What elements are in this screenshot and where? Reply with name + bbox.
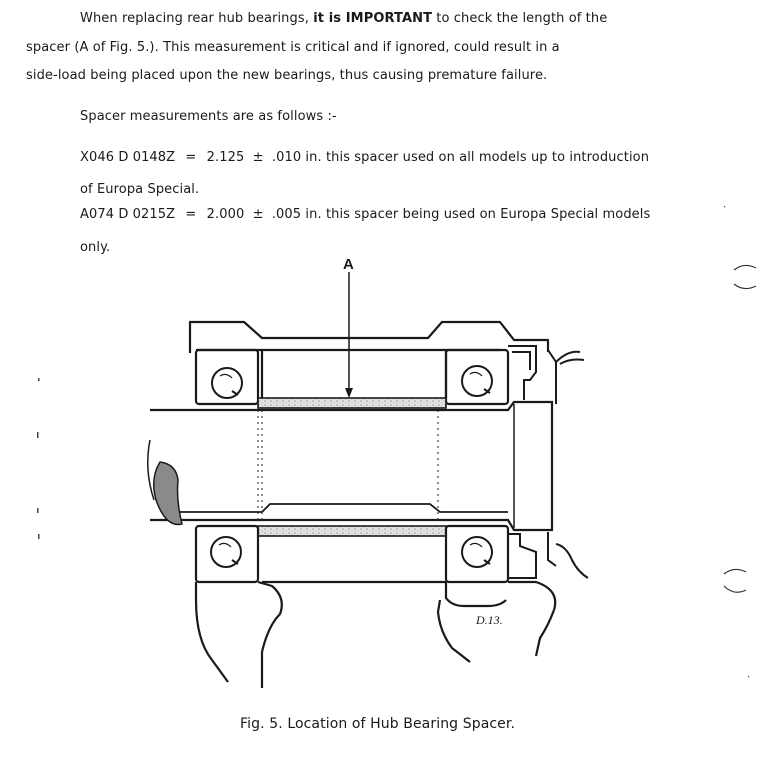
measurements-heading: Spacer measurements are as follows :- <box>80 109 337 124</box>
hub-housing-lower <box>196 582 555 688</box>
spacer-1-eq: = <box>185 150 197 165</box>
spacer-2-pm: ± <box>252 207 264 222</box>
drawing-reference: D.13. <box>476 613 503 627</box>
margin-specks <box>37 206 749 677</box>
oil-seal-upper <box>508 346 584 404</box>
callout-arrowhead <box>345 388 353 398</box>
spacer-1-pm: ± <box>252 150 264 165</box>
spacer-2-continuation: only. <box>80 240 111 255</box>
spacer-2-tolerance: .005 in. <box>271 207 322 222</box>
spacer-2-nominal: 2.000 <box>206 207 245 222</box>
bearing-upper-left <box>196 350 258 404</box>
axle-shaft <box>150 402 552 530</box>
intro-line-1a: When replacing rear hub bearings, <box>80 11 314 26</box>
callout-label-a: A <box>343 256 354 273</box>
important-emphasis: it is IMPORTANT <box>313 11 433 26</box>
bearing-upper-right <box>446 350 508 404</box>
spacer-1-text: this spacer used on all models up to introduction <box>325 150 650 165</box>
spacer-2-eq: = <box>185 207 197 222</box>
shaft-break-section <box>154 462 182 525</box>
intro-line-2: spacer (A of Fig. 5.). This measurement is critical and if ignored, could result in a <box>26 40 560 55</box>
hub-housing-upper <box>190 322 548 398</box>
bearing-lower-left <box>196 526 258 582</box>
figure-caption: Fig. 5. Location of Hub Bearing Spacer. <box>240 716 515 732</box>
spacer-2-text: this spacer being used on Europa Special models <box>325 207 651 222</box>
intro-line-1c: to check the length of the <box>432 11 608 26</box>
bearing-lower-right <box>446 526 508 582</box>
spacer-lower-section <box>258 526 446 536</box>
spacer-2-part: A074 D 0215Z <box>80 207 176 222</box>
spacer-upper-section <box>258 398 446 408</box>
spacer-1-continuation: of Europa Special. <box>80 182 200 197</box>
spacer-1-part: X046 D 0148Z <box>80 150 176 165</box>
spacer-1-nominal: 2.125 <box>206 150 245 165</box>
shaft-break-line <box>148 440 154 500</box>
spacer-1-tolerance: .010 in. <box>271 150 322 165</box>
intro-line-3: side-load being placed upon the new bearings, thus causing premature failure. <box>26 68 548 83</box>
oil-seal-lower <box>508 532 588 578</box>
